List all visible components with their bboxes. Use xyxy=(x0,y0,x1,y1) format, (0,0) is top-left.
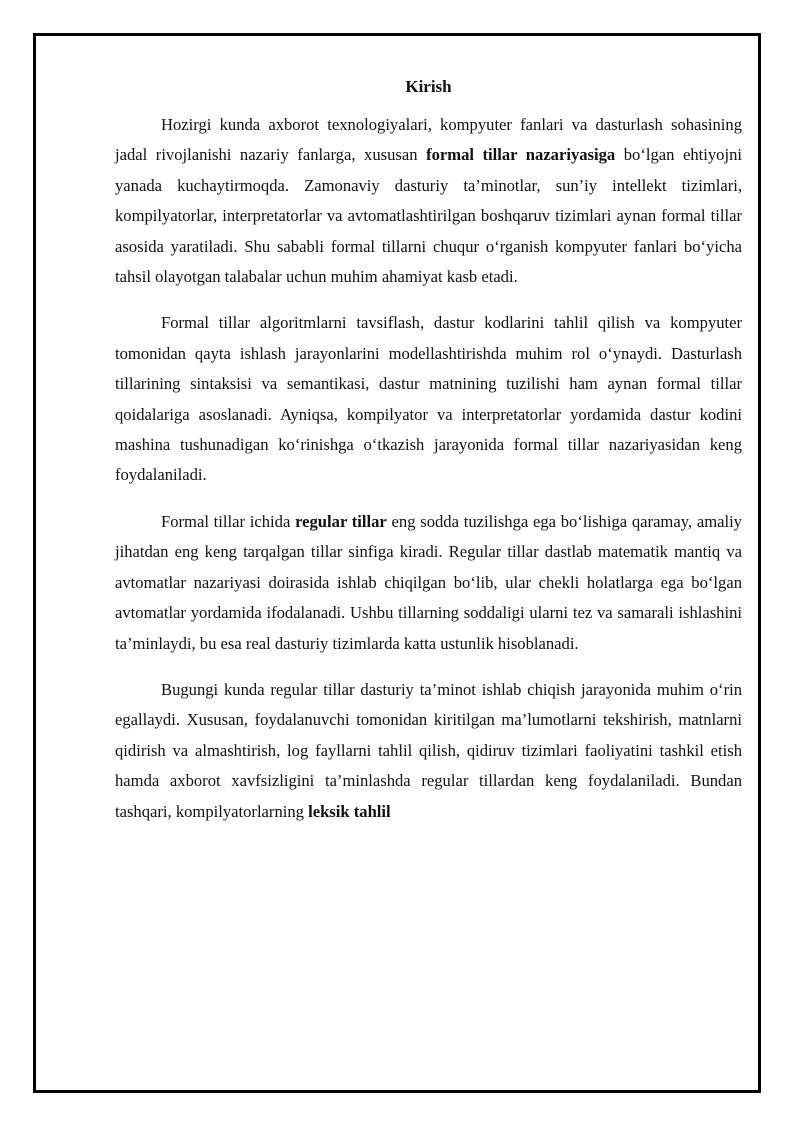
paragraph-1-text-2: bo‘lgan ehtiyojni yanada kuchaytirmoqda. Zamonaviy dasturiy ta’minotlar, sun’iy intellekt tizimlari, kompilyatorlar, interpretatorlar va avtomatlashtirilgan boshqaruv tizimlari aynan formal tillar asosida yaratiladi. Shu sababli formal tillarni chuqur o‘rganish kompyuter fanlari bo‘yicha tahsil olayotgan talabalar uchun muhim ahamiyat kasb etadi. xyxy=(115,145,742,287)
paragraph-2 xyxy=(115,308,742,490)
paragraph-3-text-2: eng sodda tuzilishga ega bo‘lishiga qaramay, amaliy jihatdan eng keng tarqalgan tillar sinfiga kiradi. Regular tillar dastlab matematik mantiq va avtomatlar nazariyasi doirasida ishlab chiqilgan bo‘lib, ular chekli holatlarga ega bo‘lgan avtomatlar yordamida ifodalanadi. Ushbu tillarning soddaligi ularni tez va samarali ishlashini ta’minlaydi, bu esa real dasturiy tizimlarda katta ustunlik hisoblanadi. xyxy=(115,511,742,653)
document-body xyxy=(115,72,742,843)
page-title: Kirish xyxy=(405,77,452,96)
paragraph-1-text-1: Hozirgi kunda axborot texnologiyalari, kompyuter fanlari va dasturlash sohasining jadal rivojlanishi nazariy fanlarga, xususan xyxy=(115,115,742,165)
paragraph-3 xyxy=(115,507,742,659)
paragraph-3-text-1: Formal tillar ichida xyxy=(161,511,296,531)
paragraph-1-bold-term: formal tillar nazariyasiga xyxy=(426,145,616,165)
paragraph-3-bold-term: regular tillar xyxy=(295,511,387,531)
paragraph-2-text-1: Formal tillar algoritmlarni tavsiflash, dastur kodlarini tahlil qilish va kompyuter tomonidan qayta ishlash jarayonlarini modellashtirishda muhim rol o‘ynaydi. Dasturlash tillarining sintaksisi va semantikasi, dastur matnining tuzilishi ham aynan formal tillar qoidalariga asoslanadi. Ayniqsa, kompilyator va interpretatorlar yordamida dastur kodini mashina tushunadigan ko‘rinishga o‘tkazish jarayonida formal tillar nazariyasidan keng foydalaniladi. xyxy=(115,313,742,485)
paragraph-4-bold-term: leksik tahlil xyxy=(308,801,391,821)
paragraph-1 xyxy=(115,110,742,292)
paragraph-4 xyxy=(115,675,742,827)
paragraph-4-text-1: Bugungi kunda regular tillar dasturiy ta’minot ishlab chiqish jarayonida muhim o‘rin egallaydi. Xususan, foydalanuvchi tomonidan kiritilgan ma’lumotlarni tekshirish, matnlarni qidirish va almashtirish, log fayllarni tahlil qilish, qidiruv tizimlari faoliyatini tashkil etish hamda axborot xavfsizligini ta’minlashda regular tillardan keng foydalaniladi. Bundan tashqari, kompilyatorlarning xyxy=(115,679,742,821)
